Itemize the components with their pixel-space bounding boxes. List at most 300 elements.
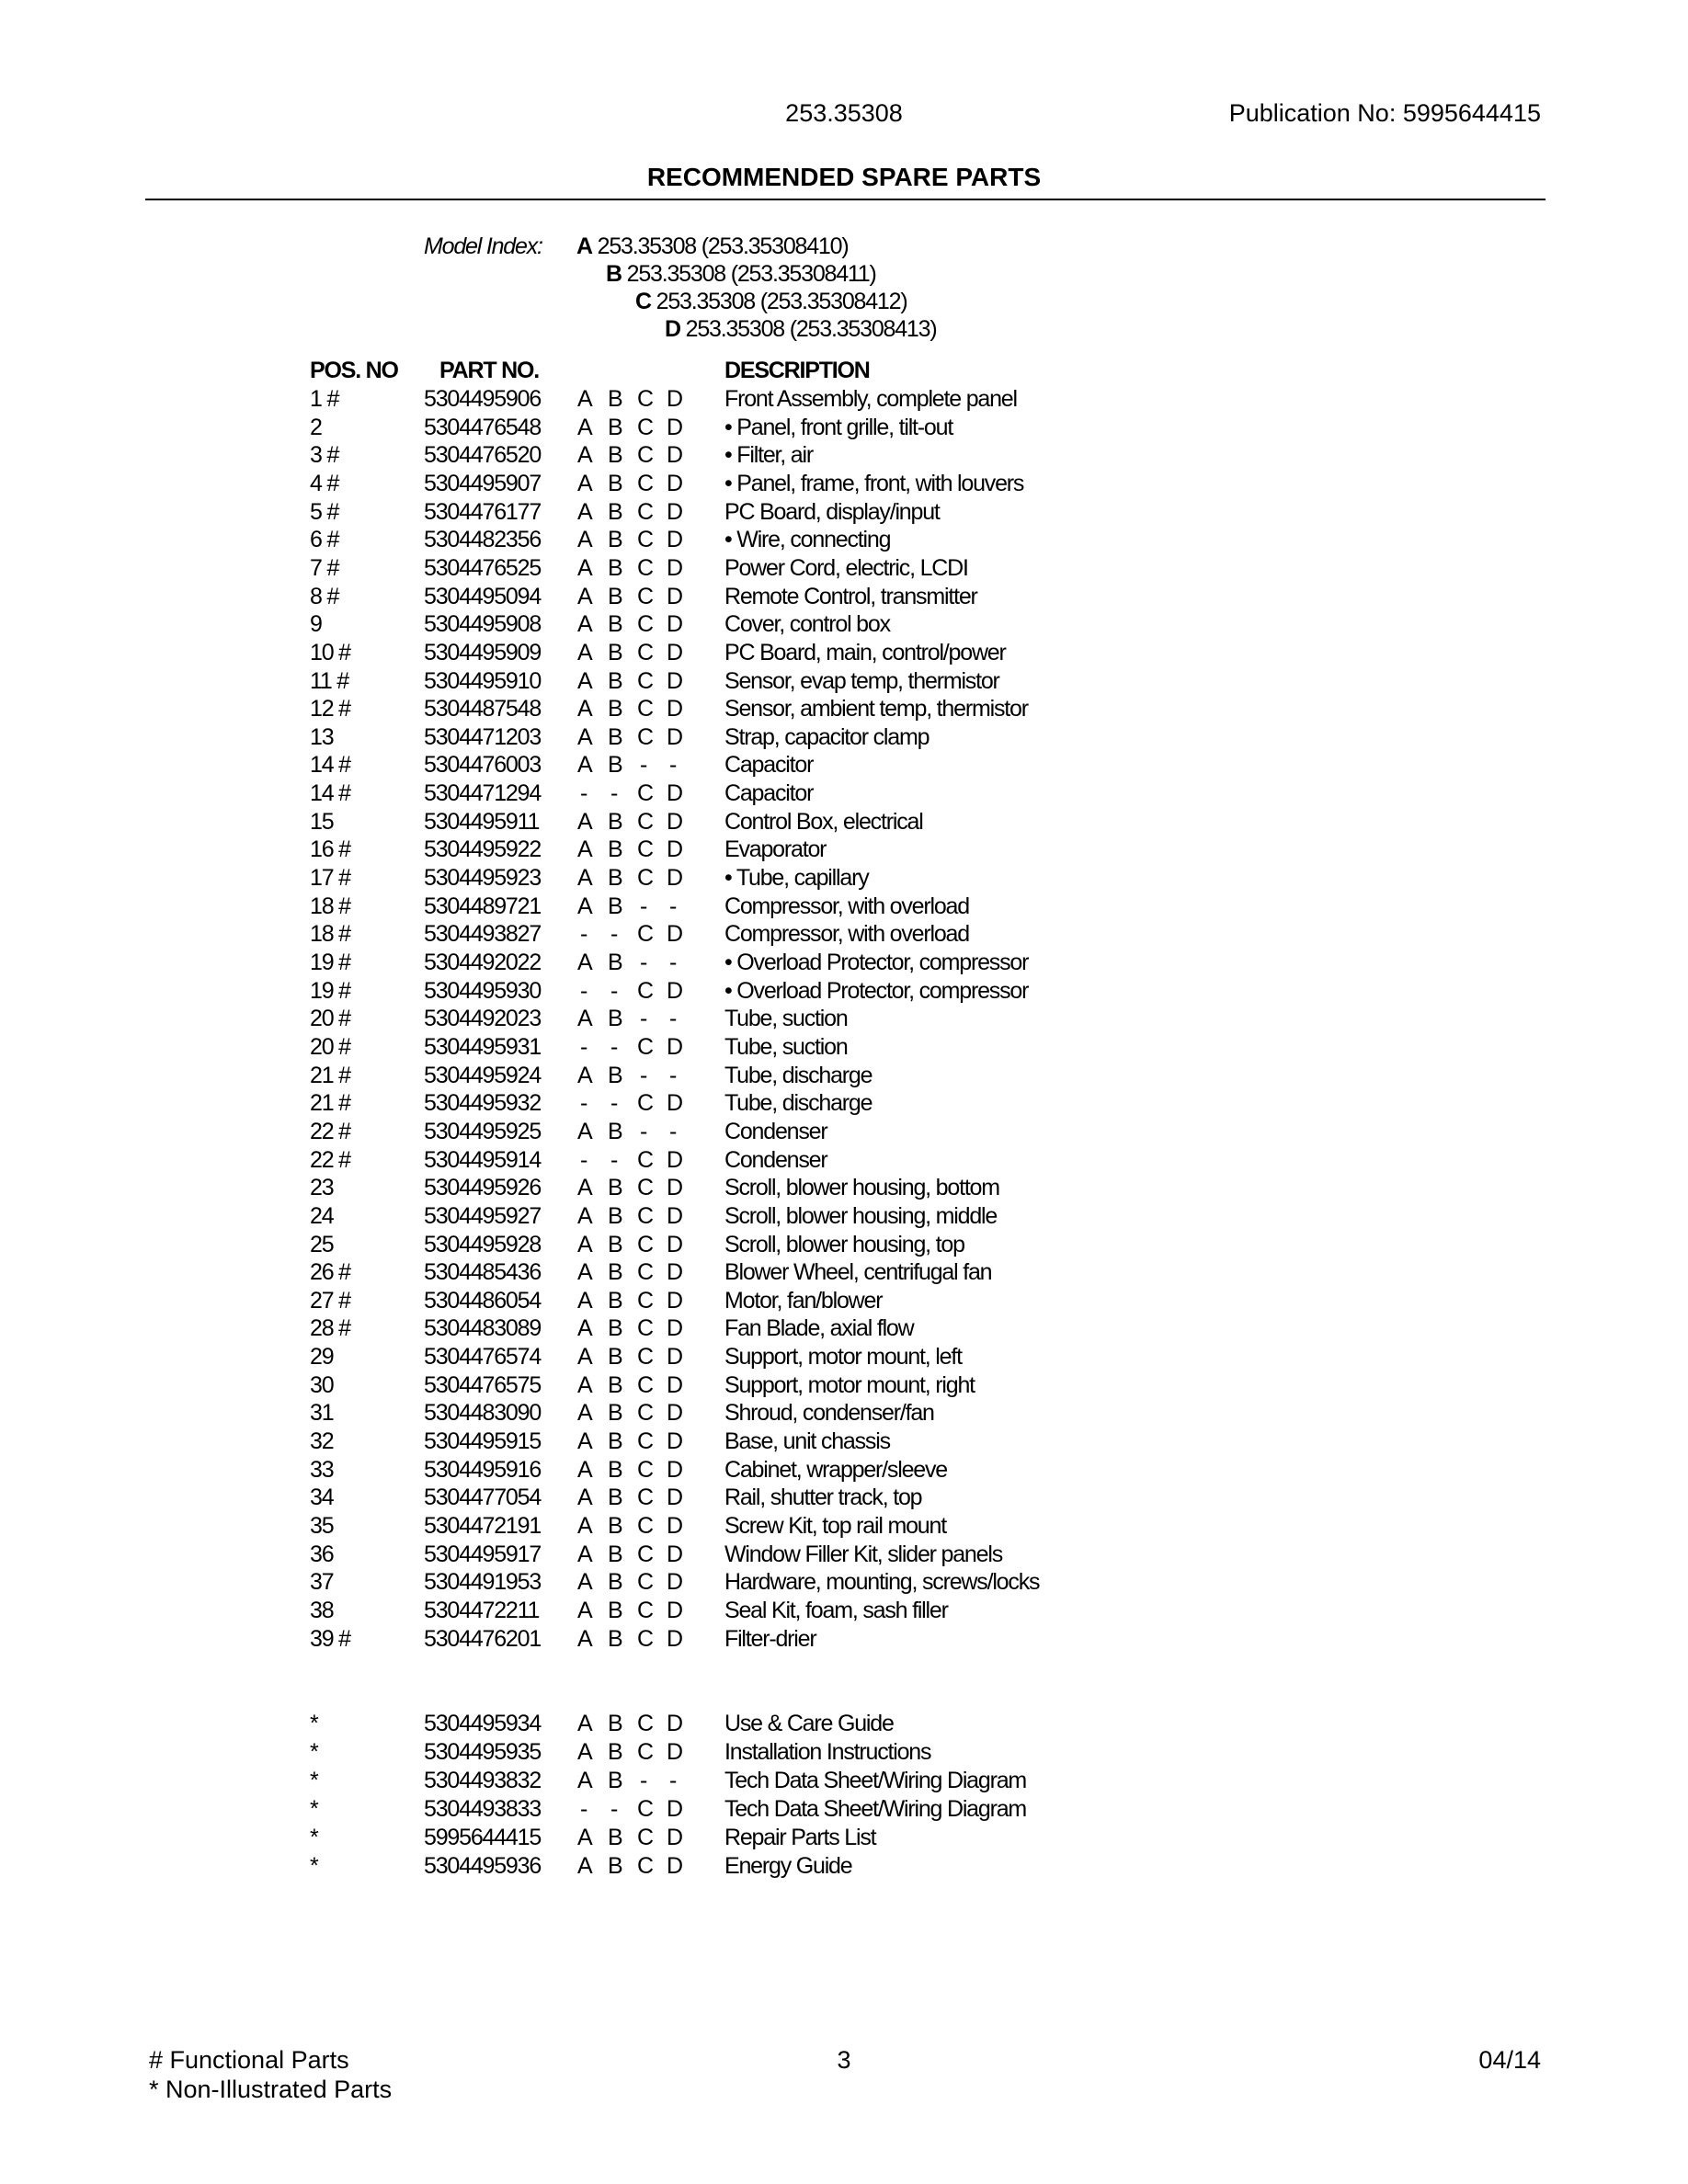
- model-a: -: [580, 921, 587, 948]
- pos-no: 25: [310, 1231, 334, 1257]
- model-a: A: [577, 1006, 592, 1032]
- model-c: -: [640, 1767, 647, 1793]
- pos-no: 32: [310, 1428, 334, 1455]
- part-no: 5304495916: [424, 1456, 542, 1483]
- model-a: A: [577, 808, 592, 835]
- model-b: B: [608, 386, 622, 412]
- description: PC Board, display/input: [724, 498, 940, 525]
- model-c: C: [637, 1287, 653, 1314]
- pos-no: *: [310, 1795, 318, 1822]
- model-a: A: [577, 1824, 592, 1850]
- model-b: -: [610, 1795, 618, 1822]
- description: • Filter, air: [724, 442, 813, 469]
- model-c: C: [637, 1852, 653, 1879]
- description: Blower Wheel, centrifugal fan: [724, 1259, 992, 1286]
- page-title: RECOMMENDED SPARE PARTS: [646, 163, 1042, 191]
- part-no: 5304495934: [424, 1711, 542, 1736]
- model-c: C: [637, 836, 653, 863]
- model-a: A: [577, 1625, 592, 1652]
- part-no: 5304492023: [424, 1006, 542, 1032]
- model-d: D: [667, 1371, 682, 1398]
- description: Capacitor: [724, 752, 814, 779]
- part-row: [0, 1344, 1688, 1371]
- model-a: A: [577, 865, 592, 892]
- part-no: 5304476574: [424, 1344, 542, 1371]
- model-d: D: [667, 667, 682, 694]
- part-row: [0, 442, 1688, 470]
- model-letter: D: [665, 316, 680, 342]
- pos-no: 18 #: [310, 921, 350, 948]
- pos-no: 28 #: [310, 1315, 350, 1342]
- part-no: 5304495923: [424, 865, 542, 892]
- pos-no: 24: [310, 1202, 334, 1229]
- model-b: B: [608, 611, 622, 638]
- description: Sensor, ambient temp, thermistor: [724, 696, 1028, 722]
- model-d: -: [669, 752, 677, 779]
- part-row: [0, 1315, 1688, 1343]
- model-d: D: [667, 1259, 682, 1286]
- model-d: D: [667, 498, 682, 525]
- model-a: A: [577, 1371, 592, 1398]
- part-row: [0, 527, 1688, 554]
- part-row: [0, 809, 1688, 836]
- pos-no: 31: [310, 1400, 334, 1427]
- part-no: 5304476575: [424, 1371, 542, 1398]
- model-b: B: [608, 1118, 622, 1144]
- non-illustrated-row: [0, 1796, 1688, 1824]
- model-d: D: [667, 1400, 682, 1427]
- pos-no: 20 #: [310, 1033, 350, 1060]
- description: Energy Guide: [724, 1852, 852, 1879]
- non-illustrated-row: [0, 1711, 1688, 1738]
- part-no: 5304495911: [424, 808, 540, 835]
- model-d: D: [667, 780, 682, 807]
- part-row: [0, 1457, 1688, 1484]
- model-d: D: [667, 1852, 682, 1879]
- part-row: [0, 1541, 1688, 1569]
- model-d: D: [667, 1090, 682, 1117]
- description: Support, motor mount, right: [724, 1371, 975, 1398]
- model-a: A: [577, 1344, 592, 1371]
- description: • Panel, front grille, tilt-out: [724, 414, 953, 440]
- column-header-description: DESCRIPTION: [724, 358, 870, 383]
- model-a: A: [577, 1202, 592, 1229]
- model-d: D: [667, 583, 682, 609]
- model-d: D: [667, 554, 682, 581]
- part-row: [0, 893, 1688, 921]
- model-b: B: [608, 1371, 622, 1398]
- model-index-entry-c: [635, 289, 907, 315]
- part-row: [0, 950, 1688, 977]
- description: Scroll, blower housing, top: [724, 1231, 964, 1257]
- description: Power Cord, electric, LCDI: [724, 554, 968, 581]
- pos-no: 22 #: [310, 1118, 350, 1144]
- model-c: C: [637, 1625, 653, 1652]
- pos-no: 1 #: [310, 386, 339, 412]
- model-a: A: [577, 1118, 592, 1144]
- part-row: [0, 1147, 1688, 1175]
- model-b: B: [608, 1315, 622, 1342]
- model-b: B: [608, 498, 622, 525]
- model-index-entry-d: [665, 316, 936, 343]
- model-c: C: [637, 583, 653, 609]
- model-b: -: [610, 1090, 618, 1117]
- part-no: 5304495931: [424, 1033, 542, 1060]
- description: Tube, discharge: [724, 1090, 873, 1117]
- model-b: B: [608, 442, 622, 469]
- description: Motor, fan/blower: [724, 1287, 883, 1314]
- description: • Tube, capillary: [724, 865, 869, 892]
- model-b: B: [608, 1259, 622, 1286]
- model-c: C: [637, 921, 653, 948]
- part-row: [0, 1259, 1688, 1287]
- description: Condenser: [724, 1146, 827, 1173]
- model-b: B: [608, 1287, 622, 1314]
- description: Window Filler Kit, slider panels: [724, 1541, 1002, 1567]
- description: PC Board, main, control/power: [724, 639, 1006, 665]
- pos-no: 16 #: [310, 836, 350, 863]
- model-b: B: [608, 1456, 622, 1483]
- part-row: [0, 724, 1688, 752]
- model-a: A: [577, 752, 592, 779]
- pos-no: 5 #: [310, 498, 339, 525]
- model-d: D: [667, 1287, 682, 1314]
- pos-no: 19 #: [310, 950, 350, 975]
- part-row: [0, 415, 1688, 442]
- model-c: C: [637, 554, 653, 581]
- model-a: A: [577, 414, 592, 440]
- model-a: A: [577, 442, 592, 469]
- model-a: A: [577, 583, 592, 609]
- pos-no: 21 #: [310, 1090, 350, 1117]
- part-row: [0, 1598, 1688, 1625]
- description: Remote Control, transmitter: [724, 583, 977, 609]
- part-no: 5304495927: [424, 1202, 542, 1229]
- model-b: B: [608, 554, 622, 581]
- pos-no: 2: [310, 414, 322, 440]
- model-c: C: [637, 1428, 653, 1455]
- model-b: B: [608, 1400, 622, 1427]
- pos-no: 3 #: [310, 442, 339, 469]
- description: Front Assembly, complete panel: [724, 386, 1017, 412]
- model-b: B: [608, 1062, 622, 1088]
- model-b: B: [608, 836, 622, 863]
- model-c: C: [637, 1231, 653, 1257]
- description: Compressor, with overload: [724, 893, 969, 919]
- part-no: 5304476548: [424, 414, 542, 440]
- model-d: D: [667, 414, 682, 440]
- model-b: B: [608, 583, 622, 609]
- model-a: A: [577, 1767, 592, 1793]
- part-no: 5304493832: [424, 1767, 542, 1793]
- model-a: A: [577, 1175, 592, 1201]
- description: Shroud, condenser/fan: [724, 1400, 934, 1427]
- model-c: C: [637, 611, 653, 638]
- model-c: -: [640, 1062, 647, 1088]
- part-no: 5304472211: [424, 1597, 540, 1623]
- pos-no: 6 #: [310, 527, 339, 553]
- part-row: [0, 386, 1688, 414]
- pos-no: 26 #: [310, 1259, 350, 1286]
- part-no: 5995644415: [424, 1824, 542, 1850]
- model-b: B: [608, 1484, 622, 1511]
- part-no: 5304493827: [424, 921, 542, 948]
- model-b: -: [610, 780, 618, 807]
- model-b: B: [608, 1625, 622, 1652]
- model-a: A: [577, 639, 592, 665]
- part-row: [0, 978, 1688, 1006]
- pos-no: *: [310, 1711, 318, 1736]
- part-no: 5304495909: [424, 639, 542, 665]
- part-no: 5304495930: [424, 977, 542, 1004]
- model-d: D: [667, 611, 682, 638]
- part-row: [0, 1203, 1688, 1231]
- model-d: D: [667, 921, 682, 948]
- part-row: [0, 1626, 1688, 1654]
- column-header-pos: POS. NO: [310, 358, 398, 383]
- model-a: A: [577, 1231, 592, 1257]
- part-row: [0, 499, 1688, 527]
- part-no: 5304472191: [424, 1513, 542, 1539]
- pos-no: 7 #: [310, 554, 339, 581]
- pos-no: 23: [310, 1175, 334, 1201]
- pos-no: 11 #: [310, 667, 349, 694]
- model-a: A: [577, 723, 592, 750]
- model-d: D: [667, 470, 682, 496]
- pos-no: *: [310, 1738, 318, 1765]
- description: Capacitor: [724, 780, 814, 807]
- description: Repair Parts List: [724, 1824, 876, 1850]
- model-a: A: [577, 1484, 592, 1511]
- model-c: C: [637, 1795, 653, 1822]
- part-row: [0, 1513, 1688, 1541]
- description: Evaporator: [724, 836, 827, 863]
- model-a: A: [577, 1259, 592, 1286]
- pos-no: 34: [310, 1484, 334, 1511]
- description: Filter-drier: [724, 1625, 816, 1652]
- description: Seal Kit, foam, sash filler: [724, 1597, 948, 1623]
- part-row: [0, 696, 1688, 723]
- part-row: [0, 1372, 1688, 1400]
- part-no: 5304495922: [424, 836, 542, 863]
- pos-no: 18 #: [310, 893, 350, 919]
- description: Tube, suction: [724, 1006, 848, 1032]
- pos-no: 33: [310, 1456, 334, 1483]
- model-a: -: [580, 1146, 587, 1173]
- description: • Panel, frame, front, with louvers: [724, 470, 1024, 496]
- pos-no: *: [310, 1767, 318, 1793]
- model-a: A: [577, 1287, 592, 1314]
- model-d: -: [669, 1062, 677, 1088]
- model-a: A: [577, 1711, 592, 1736]
- model-text: 253.35308 (253.35308413): [685, 316, 937, 342]
- pos-no: 20 #: [310, 1006, 350, 1032]
- non-illustrated-row: [0, 1825, 1688, 1852]
- model-a: A: [577, 470, 592, 496]
- model-c: C: [637, 1400, 653, 1427]
- non-illustrated-row: [0, 1768, 1688, 1795]
- model-a: A: [577, 696, 592, 722]
- model-d: D: [667, 1513, 682, 1539]
- pos-no: *: [310, 1824, 318, 1850]
- model-b: B: [608, 893, 622, 919]
- description: Tube, suction: [724, 1033, 848, 1060]
- part-no: 5304495907: [424, 470, 542, 496]
- model-d: D: [667, 1484, 682, 1511]
- legend-functional-parts: # Functional Parts: [149, 2046, 349, 2074]
- model-a: A: [577, 1541, 592, 1567]
- model-a: A: [577, 1456, 592, 1483]
- pos-no: 39 #: [310, 1625, 350, 1652]
- part-no: 5304495908: [424, 611, 542, 638]
- model-d: D: [667, 836, 682, 863]
- description: Tech Data Sheet/Wiring Diagram: [724, 1767, 1027, 1793]
- non-illustrated-row: [0, 1739, 1688, 1767]
- model-b: B: [608, 1541, 622, 1567]
- model-b: B: [608, 1344, 622, 1371]
- part-no: 5304471203: [424, 723, 542, 750]
- model-d: D: [667, 1231, 682, 1257]
- column-headers: [0, 358, 1688, 385]
- model-a: A: [577, 1315, 592, 1342]
- model-b: B: [608, 752, 622, 779]
- model-c: C: [637, 527, 653, 553]
- model-b: -: [610, 921, 618, 948]
- part-no: 5304476525: [424, 554, 542, 581]
- part-row: [0, 921, 1688, 949]
- model-d: D: [667, 977, 682, 1004]
- part-row: [0, 752, 1688, 779]
- part-row: [0, 668, 1688, 696]
- title-divider: [145, 199, 1545, 200]
- part-no: 5304471294: [424, 780, 542, 807]
- model-d: D: [667, 1344, 682, 1371]
- model-b: -: [610, 1033, 618, 1060]
- model-d: D: [667, 386, 682, 412]
- part-row: [0, 865, 1688, 893]
- pos-no: 27 #: [310, 1287, 350, 1314]
- model-a: -: [580, 1090, 587, 1117]
- model-c: C: [637, 977, 653, 1004]
- part-no: 5304495917: [424, 1541, 542, 1567]
- model-b: -: [610, 977, 618, 1004]
- model-c: C: [637, 723, 653, 750]
- part-row: [0, 1484, 1688, 1512]
- part-row: [0, 471, 1688, 498]
- part-no: 5304476520: [424, 442, 542, 469]
- model-d: D: [667, 1033, 682, 1060]
- part-no: 5304495926: [424, 1175, 542, 1201]
- model-b: B: [608, 1597, 622, 1623]
- model-c: C: [637, 442, 653, 469]
- pos-no: 38: [310, 1597, 334, 1623]
- model-c: C: [637, 1541, 653, 1567]
- model-d: D: [667, 1569, 682, 1596]
- model-a: A: [577, 611, 592, 638]
- part-no: 5304491953: [424, 1569, 542, 1596]
- part-no: 5304495906: [424, 386, 542, 412]
- description: • Overload Protector, compressor: [724, 977, 1029, 1004]
- part-no: 5304492022: [424, 950, 542, 975]
- model-b: B: [608, 1428, 622, 1455]
- pos-no: 10 #: [310, 639, 350, 665]
- pos-no: 15: [310, 808, 334, 835]
- model-c: C: [637, 1597, 653, 1623]
- legend-non-illustrated-parts: * Non-Illustrated Parts: [149, 2076, 393, 2103]
- part-row: [0, 1400, 1688, 1428]
- model-c: C: [637, 1569, 653, 1596]
- model-d: D: [667, 1202, 682, 1229]
- model-b: B: [608, 1738, 622, 1765]
- model-a: -: [580, 977, 587, 1004]
- model-d: D: [667, 1541, 682, 1567]
- model-c: -: [640, 950, 647, 975]
- part-no: 5304483090: [424, 1400, 542, 1427]
- model-b: B: [608, 696, 622, 722]
- model-d: D: [667, 723, 682, 750]
- part-no: 5304482356: [424, 527, 542, 553]
- part-no: 5304489721: [424, 893, 542, 919]
- description: Cover, control box: [724, 611, 890, 638]
- model-b: B: [608, 723, 622, 750]
- model-c: C: [637, 1202, 653, 1229]
- part-row: [0, 1232, 1688, 1259]
- part-row: [0, 780, 1688, 808]
- model-c: C: [637, 1175, 653, 1201]
- model-c: C: [637, 1315, 653, 1342]
- part-row: [0, 1119, 1688, 1146]
- model-text: 253.35308 (253.35308412): [656, 289, 907, 314]
- pos-no: 4 #: [310, 470, 339, 496]
- part-row: [0, 1428, 1688, 1456]
- header-model-number: 253.35308: [785, 99, 903, 127]
- column-header-part: PART NO.: [439, 358, 539, 383]
- part-row: [0, 555, 1688, 583]
- model-a: A: [577, 836, 592, 863]
- model-text: 253.35308 (253.35308410): [597, 233, 849, 259]
- model-d: D: [667, 865, 682, 892]
- model-c: C: [637, 386, 653, 412]
- part-no: 5304495094: [424, 583, 542, 609]
- model-b: B: [608, 414, 622, 440]
- description: Condenser: [724, 1118, 827, 1144]
- part-no: 5304476177: [424, 498, 542, 525]
- model-d: -: [669, 893, 677, 919]
- page-number: 3: [837, 2046, 851, 2074]
- model-d: -: [669, 950, 677, 975]
- part-no: 5304483089: [424, 1315, 542, 1342]
- model-index-entry-a: [576, 233, 848, 260]
- model-d: D: [667, 442, 682, 469]
- model-c: C: [637, 1371, 653, 1398]
- model-c: -: [640, 752, 647, 779]
- model-b: B: [608, 527, 622, 553]
- model-b: B: [608, 1824, 622, 1850]
- model-d: -: [669, 1767, 677, 1793]
- pos-no: *: [310, 1852, 318, 1879]
- model-d: D: [667, 1175, 682, 1201]
- model-a: A: [577, 1513, 592, 1539]
- model-letter: A: [576, 233, 592, 259]
- description: Screw Kit, top rail mount: [724, 1513, 946, 1539]
- part-no: 5304495932: [424, 1090, 542, 1117]
- model-a: A: [577, 667, 592, 694]
- revision-date: 04/14: [1478, 2046, 1541, 2074]
- model-b: B: [608, 950, 622, 975]
- description: Compressor, with overload: [724, 921, 969, 948]
- pos-no: 14 #: [310, 752, 350, 779]
- model-b: B: [608, 1513, 622, 1539]
